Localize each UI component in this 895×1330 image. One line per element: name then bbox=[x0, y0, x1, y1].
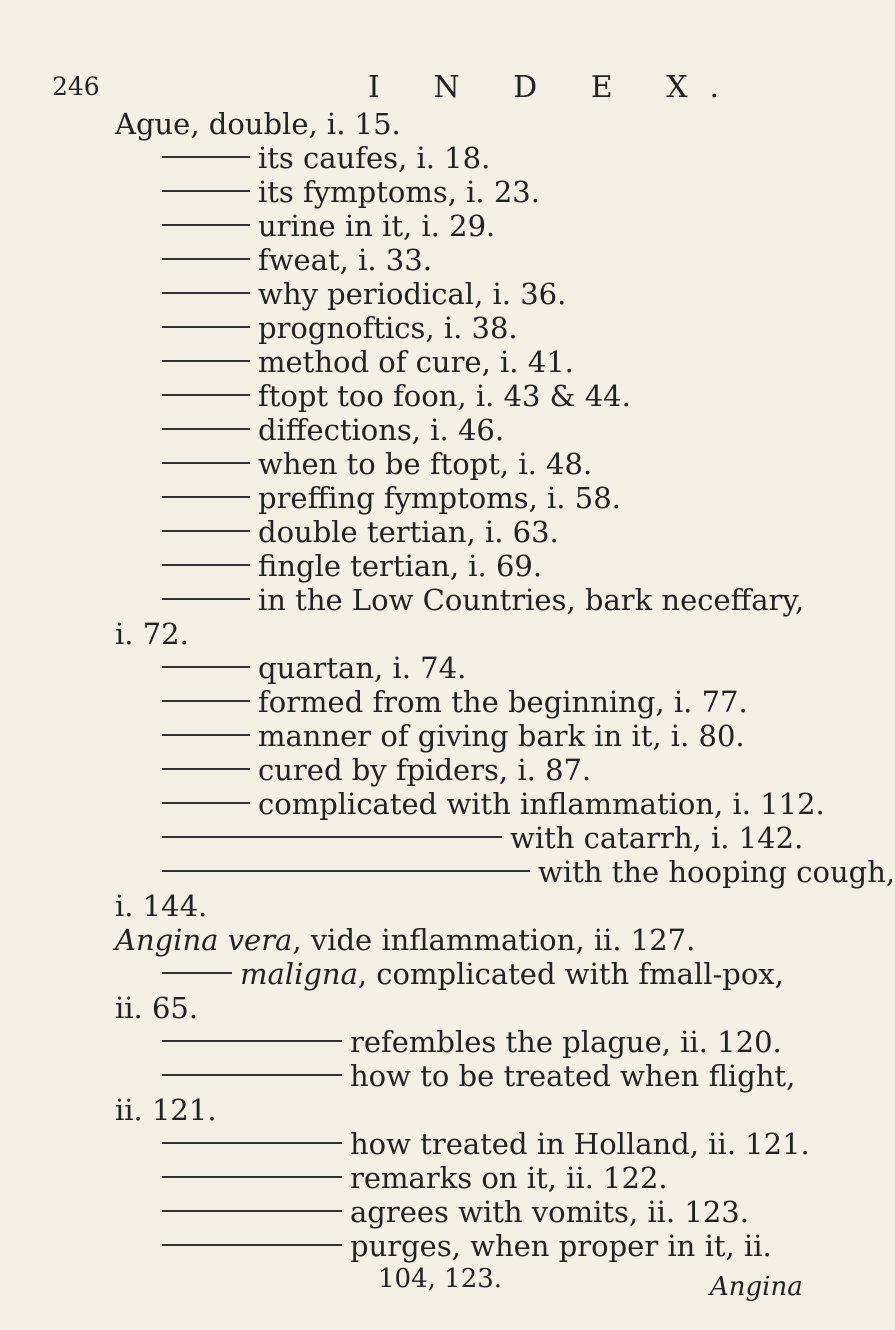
index-entry: Ague, double, i. 15. bbox=[115, 107, 401, 141]
catchword: Angina bbox=[710, 1272, 803, 1302]
page-header: I N D E X. bbox=[368, 70, 742, 105]
index-entry: with catarrh, i. 142. bbox=[162, 824, 803, 853]
page-number: 246 bbox=[52, 72, 100, 101]
index-entry: cured by fpiders, i. 87. bbox=[162, 756, 591, 785]
index-entry: prognoftics, i. 38. bbox=[162, 314, 518, 343]
index-entry: diffections, i. 46. bbox=[162, 416, 504, 445]
index-entry: how treated in Holland, ii. 121. bbox=[162, 1130, 810, 1159]
index-entry: i. 144. bbox=[115, 889, 208, 923]
index-entry: remarks on it, ii. 122. bbox=[162, 1164, 668, 1193]
index-entry: urine in it, i. 29. bbox=[162, 212, 495, 241]
index-entry: agrees with vomits, ii. 123. bbox=[162, 1198, 749, 1227]
index-entry: double tertian, i. 63. bbox=[162, 518, 559, 547]
index-entry: fingle tertian, i. 69. bbox=[162, 552, 542, 581]
index-entry: its caufes, i. 18. bbox=[162, 144, 490, 173]
index-entry: ftopt too foon, i. 43 & 44. bbox=[162, 382, 631, 411]
index-entry: ii. 65. bbox=[115, 991, 199, 1025]
index-entry: i. 72. bbox=[115, 617, 189, 651]
index-entry: ii. 121. bbox=[115, 1093, 217, 1127]
index-entry: maligna, complicated with fmall-pox, bbox=[162, 960, 784, 989]
index-entry: when to be ftopt, i. 48. bbox=[162, 450, 592, 479]
index-entry: preffing fymptoms, i. 58. bbox=[162, 484, 621, 513]
index-entry: complicated with inflammation, i. 112. bbox=[162, 790, 825, 819]
index-entry: refembles the plague, ii. 120. bbox=[162, 1028, 782, 1057]
index-entry: formed from the beginning, i. 77. bbox=[162, 688, 748, 717]
index-entry: 104, 123. bbox=[378, 1264, 503, 1294]
index-entry: purges, when proper in it, ii. bbox=[162, 1232, 772, 1261]
index-entry: why periodical, i. 36. bbox=[162, 280, 566, 309]
index-entry: quartan, i. 74. bbox=[162, 654, 466, 683]
index-entry: Angina vera, vide inflammation, ii. 127. bbox=[115, 923, 696, 957]
index-entry: how to be treated when flight, bbox=[162, 1062, 795, 1091]
index-entry: fweat, i. 33. bbox=[162, 246, 432, 275]
index-entry: with the hooping cough, bbox=[162, 858, 895, 887]
index-entry: manner of giving bark in it, i. 80. bbox=[162, 722, 745, 751]
index-entry: in the Low Countries, bark neceffary, bbox=[162, 586, 804, 615]
index-entry: method of cure, i. 41. bbox=[162, 348, 574, 377]
index-entry: its fymptoms, i. 23. bbox=[162, 178, 540, 207]
